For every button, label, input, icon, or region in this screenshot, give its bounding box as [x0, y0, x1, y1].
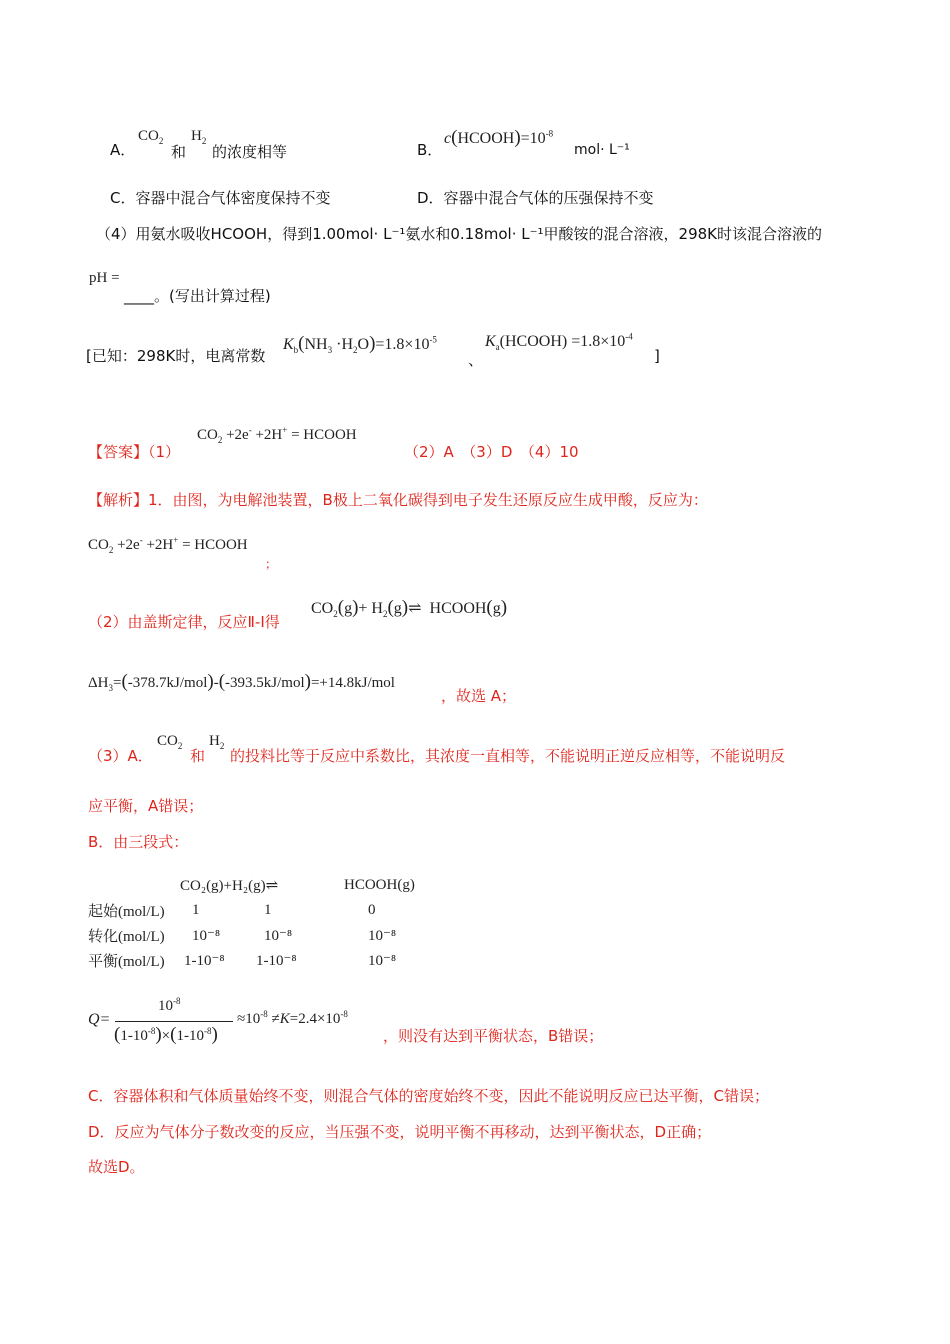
ice-row-label: 起始(mol/L) — [88, 904, 165, 920]
analysis-p3-text: 的投料比等于反应中系数比，其浓度一直相等，不能说明正逆反应相等，不能说明反 — [230, 747, 786, 765]
formula-h2-b: $H_2$ — [209, 733, 225, 751]
formula-q-result: $\approx 10^{-8} \ne K=2.4\times 10^{-8}$ — [237, 1009, 348, 1027]
analysis-p3-line2: 应平衡，A错误； — [88, 797, 204, 815]
ice-header-cell: HCOOH(g) — [344, 877, 415, 893]
formula-ph: pH = — [89, 270, 120, 286]
ice-header-row — [88, 873, 415, 898]
ice-row-label: 转化(mol/L) — [88, 929, 165, 945]
formula-q-denominator: $(1-10^{-8})\times(1-10^{-8})$ — [114, 1024, 218, 1045]
option-b-unit: mol· L⁻¹ — [574, 142, 630, 158]
answer-rest: （2）A （3）D （4）10 — [404, 443, 579, 461]
analysis-pb: B．由三段式： — [88, 833, 189, 851]
ice-cell: 0 — [368, 902, 376, 918]
formula-hess-reaction: $CO_2(g)+$ $H_2(g)\rightleftharpoons$ HCOOH(g) — [311, 597, 508, 620]
analysis-p1-end: ； — [265, 557, 278, 571]
ice-table — [88, 873, 415, 973]
ice-row — [88, 898, 415, 923]
analysis-pd: D．反应为气体分子数改变的反应，当压强不变，说明平衡不再移动，达到平衡状态，D正确； — [88, 1123, 712, 1141]
option-a-label: A． — [110, 141, 136, 159]
analysis-p2-prefix: （2）由盖斯定律，反应Ⅱ-Ⅰ得 — [88, 613, 280, 631]
q4-ph-blank: ____。(写出计算过程) — [124, 287, 271, 305]
formula-h2-a: $H_2$ — [191, 128, 207, 146]
ice-cell: 10⁻⁸ — [368, 928, 397, 944]
q4-known-prefix: [已知：298K时，电离常数 — [86, 347, 266, 365]
formula-q-label: Q= — [88, 1011, 111, 1028]
ice-cell: 1-10⁻⁸ — [184, 953, 225, 969]
formula-delta-h: $\Delta H_3=(-378.7kJ/mol)-(-393.5kJ/mol)=+14.8kJ$/mol — [88, 671, 395, 693]
option-b-label: B． — [417, 141, 443, 159]
ice-header-cell: CO₂(g)+H₂(g)⇌ — [180, 878, 279, 894]
formula-co2-b: $CO_2$ — [157, 733, 183, 751]
formula-answer-reaction: $CO_2 +2e^- +2H^+$ = HCOOH — [197, 425, 357, 445]
analysis-p1: 【解析】1．由图，为电解池装置，B极上二氧化碳得到电子发生还原反应生成甲酸，反应为： — [88, 491, 708, 509]
ice-row — [88, 948, 415, 973]
analysis-p3-prefix: （3）A． — [88, 747, 153, 765]
option-c: C．容器中混合气体密度保持不变 — [110, 189, 331, 207]
formula-co2-a: $CO_2$ — [138, 128, 164, 146]
analysis-final: 故选D。 — [88, 1158, 145, 1176]
option-d: D．容器中混合气体的压强保持不变 — [417, 189, 654, 207]
ice-cell: 10⁻⁸ — [368, 953, 397, 969]
option-a-text: 的浓度相等 — [212, 143, 288, 161]
analysis-p3-and: 和 — [190, 747, 206, 765]
formula-c-hcooh: $c(HCOOH)=10^{-8}$ — [444, 127, 554, 148]
ice-cell: 1-10⁻⁸ — [256, 953, 297, 969]
ice-cell: 1 — [192, 902, 200, 918]
formula-analysis-reaction: $CO_2 +2e^- +2H^+$ = HCOOH — [88, 535, 248, 555]
formula-ka: $K_a(HCOOH) =1.8\times 10^{-4}$ — [485, 331, 633, 353]
analysis-pc: C．容器体积和气体质量始终不变，则混合气体的密度始终不变，因此不能说明反应已达平衡，C错误； — [88, 1087, 769, 1105]
formula-q-numerator: $10^{-8}$ — [158, 996, 181, 1014]
analysis-q-end: ，则没有达到平衡状态，B错误； — [383, 1027, 604, 1045]
q4-known-sep: 、 — [468, 351, 484, 369]
option-a-and: 和 — [171, 143, 187, 161]
ice-cell: 1 — [264, 902, 272, 918]
q4-line1: （4）用氨水吸收HCOOH，得到1.00mol· L⁻¹氨水和0.18mol· L⁻¹甲酸铵的混合溶液，298K时该混合溶液的 — [96, 225, 823, 243]
analysis-p2-end: ，故选 A； — [441, 687, 517, 705]
option-a — [110, 140, 135, 160]
fraction-bar — [115, 1021, 233, 1022]
ice-row — [88, 923, 415, 948]
q4-known-suffix: ] — [654, 347, 660, 365]
ice-cell: 10⁻⁸ — [192, 928, 221, 944]
ice-row-label: 平衡(mol/L) — [88, 954, 165, 970]
formula-kb: $K_b(NH_3 \cdot H_2O)=1.8\times 10^{-5}$ — [283, 333, 437, 356]
ice-cell: 10⁻⁸ — [264, 928, 293, 944]
ice-header-cell — [88, 873, 180, 898]
answer-label: 【答案】（1） — [88, 443, 181, 461]
